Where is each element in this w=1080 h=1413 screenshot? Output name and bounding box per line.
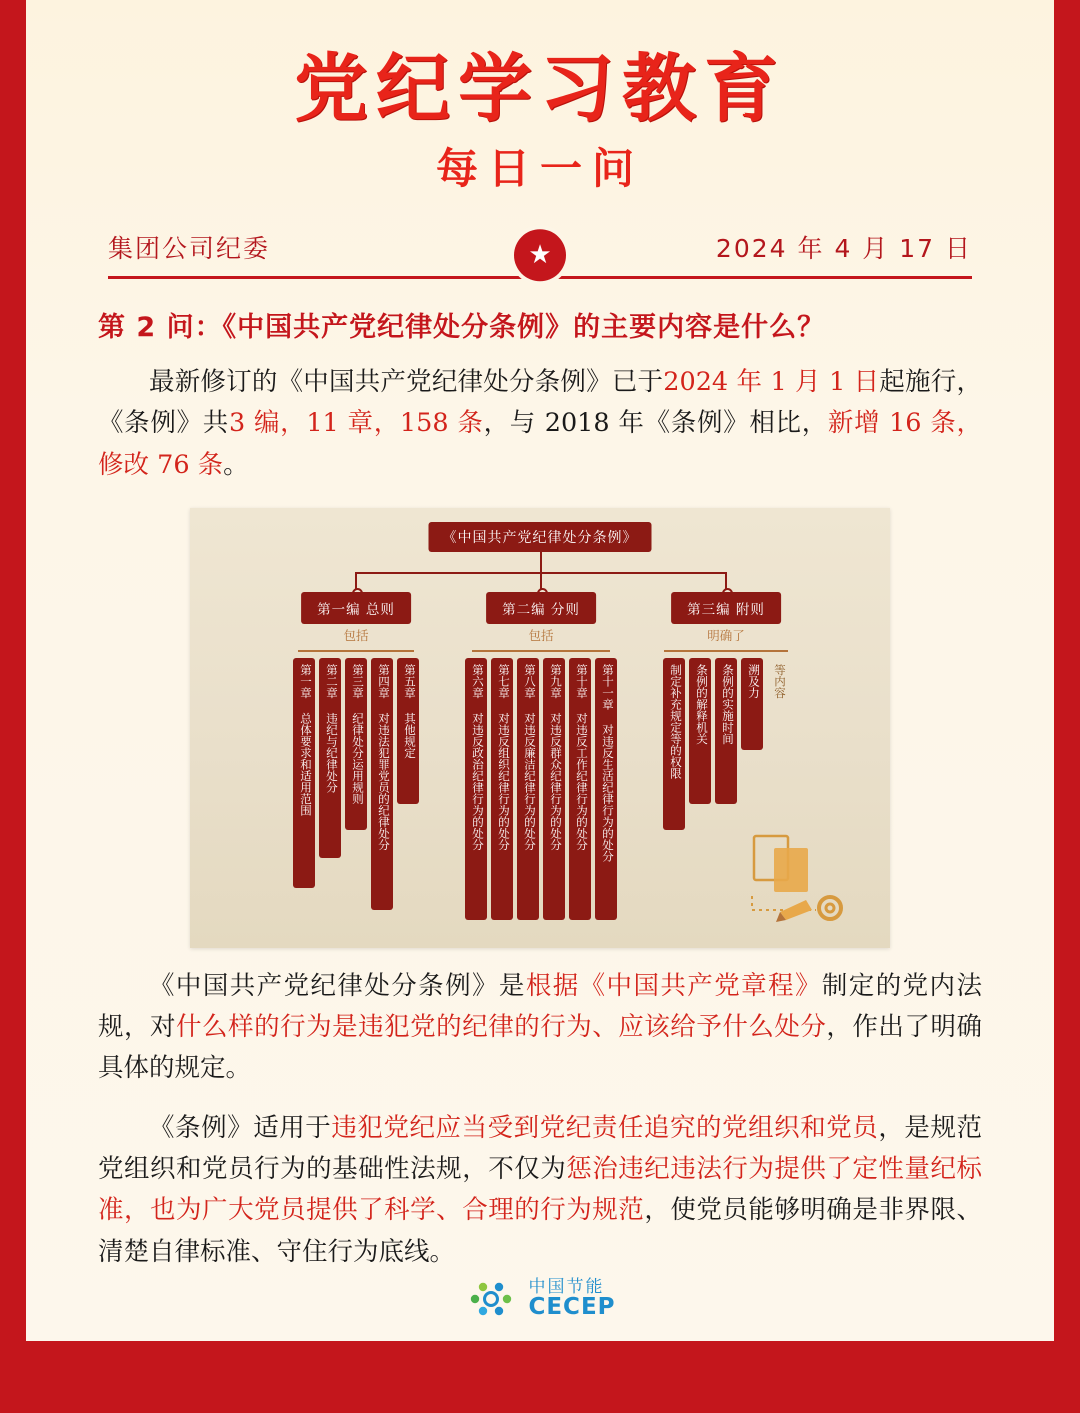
right-red-border bbox=[1054, 0, 1080, 1413]
diagram-brace-2 bbox=[472, 650, 610, 652]
diagram-chapter: 第七章 对违反组织纪律行为的处分 bbox=[491, 658, 513, 920]
p1-highlight-counts: 3 编，11 章，158 条 bbox=[228, 408, 484, 439]
diagram-chapter: 第二章 违纪与纪律处分 bbox=[319, 658, 341, 858]
p1-highlight-changes: 新增 16 条，修改 76 条 bbox=[98, 408, 982, 480]
diagram-chapter: 第九章 对违反群众纪律行为的处分 bbox=[543, 658, 565, 920]
diagram-section-head-1: 第一编 总则 bbox=[301, 592, 411, 624]
p2-part-e: ，作出了明确具体的规定。 bbox=[98, 1012, 982, 1084]
diagram-chapter-plain: 等内容 bbox=[773, 663, 787, 699]
star-badge bbox=[514, 229, 566, 281]
documents-gear-pencil-icon bbox=[746, 826, 856, 926]
question-heading: 第 2 问：《中国共产党纪律处分条例》的主要内容是什么？ bbox=[98, 312, 826, 343]
p1-part-e: ，与 2018 年《条例》相比， bbox=[483, 408, 828, 439]
p3-part-c: ，是规范党组织和党员行为的基础性法规，不仅为 bbox=[98, 1112, 982, 1185]
footer-logo bbox=[26, 1279, 1054, 1319]
p1-highlight-date: 2024 年 1 月 1 日 bbox=[663, 367, 880, 397]
page-title: 党纪学习教育 bbox=[294, 46, 786, 132]
diagram-chapter: 第一章 总体要求和适用范围 bbox=[293, 658, 315, 888]
diagram-chapter: 制定补充规定等的权限 bbox=[663, 658, 685, 830]
organization-label: 集团公司纪委 bbox=[108, 234, 271, 263]
diagram-chapter: 第六章 对违反政治纪律行为的处分 bbox=[465, 658, 487, 920]
p2-part-c: 制定的党内法规，对 bbox=[98, 970, 982, 1043]
logo-name-cn: 中国节能 bbox=[528, 1277, 605, 1297]
p2-highlight-basis: 根据《中国共产党章程》 bbox=[525, 970, 822, 1001]
diagram-chapter: 第八章 对违反廉洁纪律行为的处分 bbox=[517, 658, 539, 920]
diagram-chapter: 第三章 纪律处分运用规则 bbox=[345, 658, 367, 830]
paragraph-2 bbox=[98, 966, 982, 1090]
diagram-brace-3 bbox=[664, 650, 788, 652]
diagram-title: 《中国共产党纪律处分条例》 bbox=[429, 522, 652, 552]
diagram-brace-1 bbox=[298, 650, 414, 652]
star-icon: ★ bbox=[528, 240, 552, 270]
diagram-section-head-2: 第二编 分则 bbox=[486, 592, 596, 624]
diagram-chapter: 溯及力 bbox=[741, 658, 763, 750]
diagram-chapter: 第四章 对违法犯罪党员的纪律处分 bbox=[371, 658, 393, 910]
p3-part-e: ，使党员能够明确是非界限、清楚自律标准、守住行为底线。 bbox=[98, 1195, 982, 1267]
page-subtitle: 每日一问 bbox=[435, 144, 644, 193]
meta-row bbox=[108, 224, 972, 279]
diagram-section-head-3: 第三编 附则 bbox=[671, 592, 781, 624]
diagram-section-sub-1: 包括 bbox=[343, 627, 369, 643]
diagram-chapter: 第十一章 对违反生活纪律行为的处分 bbox=[595, 658, 617, 920]
poster-content bbox=[26, 0, 1054, 1341]
diagram-connector-trunk bbox=[540, 550, 542, 572]
diagram-chapter: 第十章 对违反工作纪律行为的处分 bbox=[569, 658, 591, 920]
logo-text bbox=[528, 1279, 615, 1319]
p2-highlight-scope: 什么样的行为是违犯党的纪律的行为、应该给予什么处分 bbox=[176, 1012, 827, 1043]
p2-part-a: 《中国共产党纪律处分条例》是 bbox=[149, 970, 526, 1001]
paragraph-3 bbox=[98, 1108, 982, 1273]
left-red-border bbox=[0, 0, 26, 1413]
p1-part-a: 最新修订的《中国共产党纪律处分条例》已于 bbox=[149, 367, 664, 397]
p1-part-c: 起施行，《条例》共 bbox=[98, 367, 982, 439]
p3-highlight-applies: 违犯党纪应当受到党纪责任追究的党组织和党员 bbox=[331, 1112, 879, 1143]
diagram-chapter: 条例的解释机关 bbox=[689, 658, 711, 804]
diagram-chapter: 条例的实施时间 bbox=[715, 658, 737, 804]
paragraph-1 bbox=[98, 362, 982, 486]
logo-name-en: CECEP bbox=[528, 1294, 616, 1320]
date-label: 2024 年 4 月 17 日 bbox=[715, 234, 972, 263]
cecep-logo-icon bbox=[464, 1279, 518, 1319]
diagram-chapter-group-3 bbox=[663, 658, 789, 830]
structure-diagram bbox=[190, 508, 890, 948]
bottom-red-band bbox=[0, 1341, 1080, 1413]
p3-part-a: 《条例》适用于 bbox=[149, 1112, 332, 1143]
diagram-section-sub-2: 包括 bbox=[528, 627, 554, 643]
diagram-chapter-group-1 bbox=[293, 658, 419, 910]
diagram-chapter-group-2 bbox=[465, 658, 617, 920]
diagram-section-sub-3: 明确了 bbox=[707, 627, 745, 643]
diagram-chapter: 第五章 其他规定 bbox=[397, 658, 419, 804]
p3-highlight-standards: 惩治违纪违法行为提供了定性量纪标准，也为广大党员提供了科学、合理的行为规范 bbox=[98, 1154, 982, 1226]
p1-part-g: 。 bbox=[223, 449, 249, 480]
